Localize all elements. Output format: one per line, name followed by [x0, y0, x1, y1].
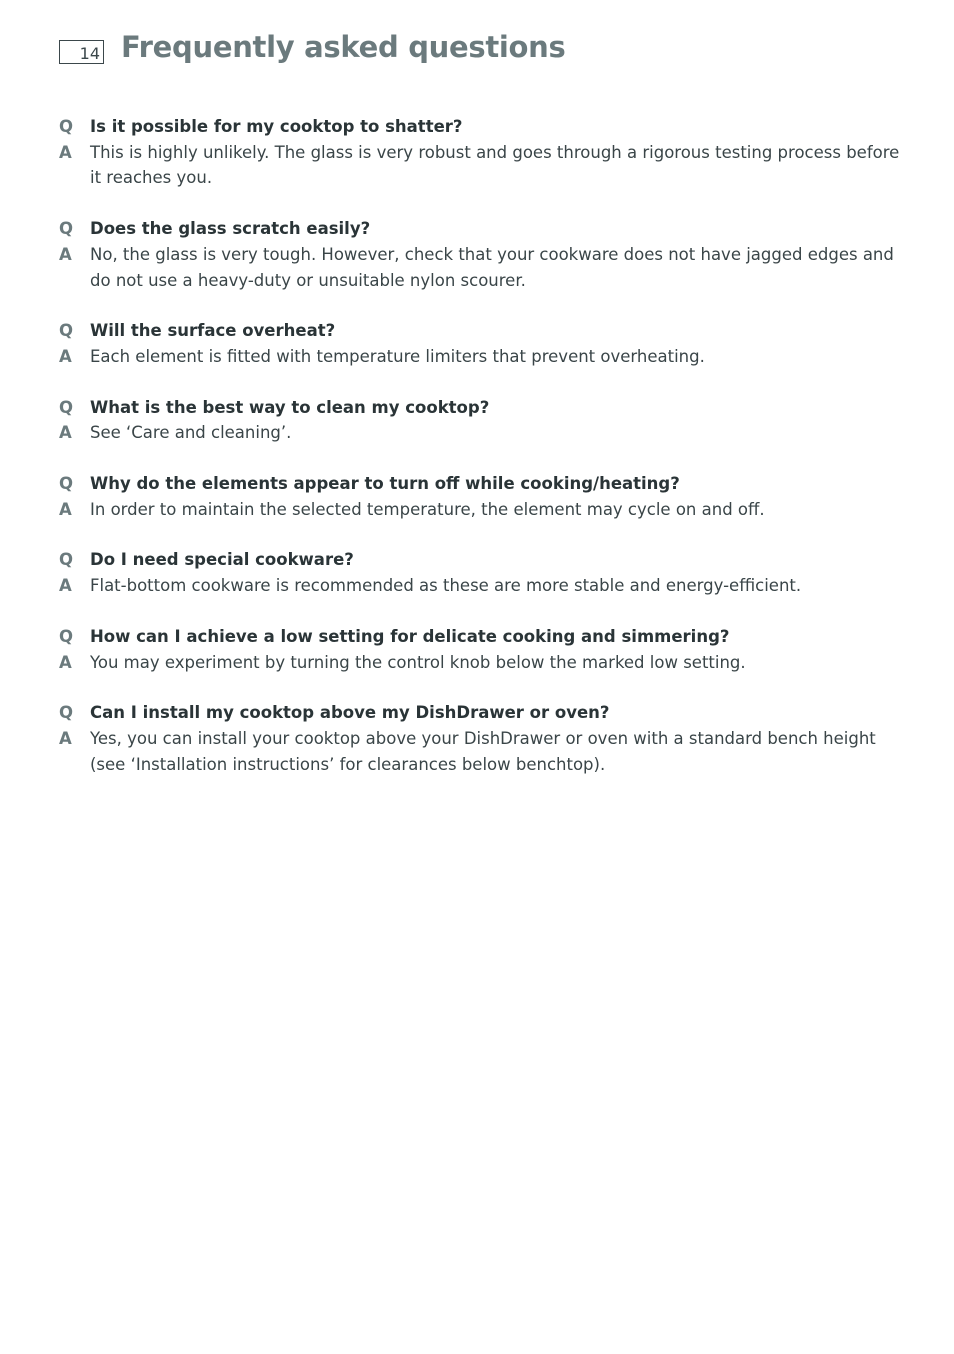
answer-text: In order to maintain the selected temperature, the element may cycle on and off.	[90, 499, 765, 519]
answer-text: See ‘Care and cleaning’.	[90, 423, 292, 443]
answer-row	[59, 140, 909, 191]
question-marker: Q	[59, 219, 74, 239]
answer-row	[59, 726, 909, 777]
question-text: How can I achieve a low setting for delicate cooking and simmering?	[90, 626, 730, 646]
question-text: Does the glass scratch easily?	[90, 219, 371, 239]
answer-row	[59, 242, 909, 293]
faq-item	[59, 547, 909, 598]
faq-list	[59, 114, 909, 802]
answer-marker: A	[59, 576, 72, 596]
faq-item	[59, 700, 909, 777]
question-marker: Q	[59, 321, 74, 341]
question-row	[59, 471, 909, 497]
question-row	[59, 624, 909, 650]
question-row	[59, 114, 909, 140]
answer-marker: A	[59, 244, 72, 264]
faq-item	[59, 624, 909, 675]
answer-row	[59, 497, 909, 523]
question-row	[59, 318, 909, 344]
question-row	[59, 216, 909, 242]
question-text: Can I install my cooktop above my DishDrawer or oven?	[90, 703, 610, 723]
question-text: What is the best way to clean my cooktop?	[90, 397, 490, 417]
answer-marker: A	[59, 346, 72, 366]
question-marker: Q	[59, 626, 74, 646]
question-text: Will the surface overheat?	[90, 321, 336, 341]
question-text: Do I need special cookware?	[90, 550, 354, 570]
page-header	[59, 30, 565, 64]
faq-item	[59, 395, 909, 446]
answer-marker: A	[59, 142, 72, 162]
page-title: Frequently asked questions	[121, 30, 566, 64]
faq-item	[59, 114, 909, 191]
answer-text: Yes, you can install your cooktop above your DishDrawer or oven with a standard bench height (see ‘Installation instructions’ for clearances below benchtop).	[90, 728, 876, 774]
answer-row	[59, 344, 909, 370]
answer-marker: A	[59, 499, 72, 519]
question-marker: Q	[59, 550, 74, 570]
answer-marker: A	[59, 652, 72, 672]
answer-marker: A	[59, 423, 72, 443]
faq-item	[59, 318, 909, 369]
faq-item	[59, 471, 909, 522]
answer-marker: A	[59, 728, 72, 748]
question-marker: Q	[59, 474, 74, 494]
question-marker: Q	[59, 703, 74, 723]
answer-row	[59, 573, 909, 599]
page-number: 14	[59, 40, 104, 64]
question-marker: Q	[59, 397, 74, 417]
answer-text: You may experiment by turning the control knob below the marked low setting.	[90, 652, 746, 672]
question-text: Is it possible for my cooktop to shatter?	[90, 117, 463, 136]
question-row	[59, 700, 909, 726]
answer-text: This is highly unlikely. The glass is very robust and goes through a rigorous testing process before it reaches you.	[90, 142, 900, 188]
answer-text: Flat-bottom cookware is recommended as these are more stable and energy-efficient.	[90, 576, 802, 596]
question-row	[59, 547, 909, 573]
question-row	[59, 395, 909, 421]
question-text: Why do the elements appear to turn off while cooking/heating?	[90, 474, 680, 494]
answer-text: No, the glass is very tough. However, check that your cookware does not have jagged edges and do not use a heavy-duty or unsuitable nylon scourer.	[90, 244, 894, 290]
faq-item	[59, 216, 909, 293]
answer-row	[59, 420, 909, 446]
answer-row	[59, 650, 909, 676]
answer-text: Each element is fitted with temperature limiters that prevent overheating.	[90, 346, 705, 366]
question-marker: Q	[59, 117, 74, 136]
